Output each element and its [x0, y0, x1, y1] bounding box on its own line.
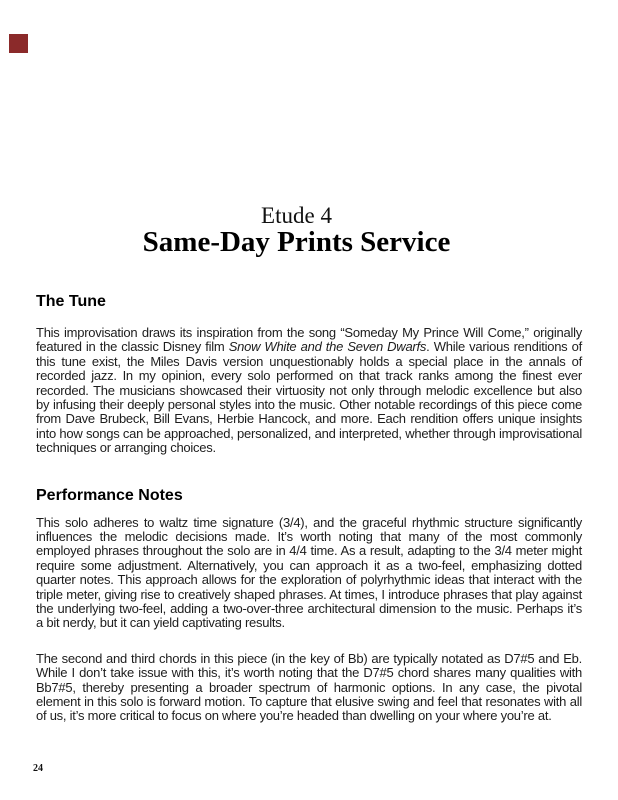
performance-paragraph-1: This solo adheres to waltz time signature (3/4), and the graceful rhythmic structure significantly influences the melodic decisions made. It’s worth noting that many of the most commonly employed phrases throughout the solo are in 4/4 time. As a result, adapting to the 3/4 meter might require some adjustment. Alternatively, you can approach it as a two-feel, emphasizing dotted quarter notes. This approach allows for the exploration of polyrhythmic ideas that interact with the triple meter, giving rise to creatively shaped phrases. At times, I introduce phrases that play against the underlying two-feel, adding a two-over-three architectural dimension to the music. Perhaps it’s a bit nerdy, but it can yield captivating results.	[36, 514, 582, 631]
page-content	[0, 204, 618, 724]
performance-paragraph-2: The second and third chords in this piece (in the key of Bb) are typically notated as D7#5 and Eb. While I don’t take issue with this, it’s worth noting that the D7#5 chord shares many qualities with Bb7#5, thereby presenting a broader spectrum of harmonic options. In any case, the pivotal element in this solo is forward motion. To capture that elusive swing and feel that resonates with all of us, it’s more critical to focus on where you’re headed than dwelling on your where you’re at.	[36, 650, 582, 724]
tune-paragraph	[36, 326, 582, 456]
tune-paragraph-rest: . While various renditions of this tune exist, the Miles Davis version unquestionably holds a special place in the annals of recorded jazz. In my opinion, every solo performed on that track ranks among the finest ever recorded. The musicians showcased their virtuosity not only through melodic excellence but also by infusing their deeply personal styles into the music. Other notable recordings of this piece come from Dave Brubeck, Bill Evans, Herbie Hancock, and more. Each rendition offers unique insights into how songs can be approached, personalized, and interpreted, whether through improvisational techniques or arranging choices.	[36, 339, 582, 456]
tune-paragraph-lead: This improvisation draws its inspiration from the song “Someday My Prince Will Come,” originally featured in the classic Disney film	[36, 324, 582, 355]
section-heading-performance-notes: Performance Notes	[36, 486, 183, 504]
section-heading-the-tune: The Tune	[36, 292, 106, 310]
corner-marker	[9, 34, 28, 53]
page-number: 24	[33, 763, 43, 774]
etude-label: Etude 4	[261, 203, 332, 228]
film-title-italic: Snow White and the Seven Dwarfs	[228, 339, 427, 355]
page-title: Same-Day Prints Service	[142, 226, 451, 258]
